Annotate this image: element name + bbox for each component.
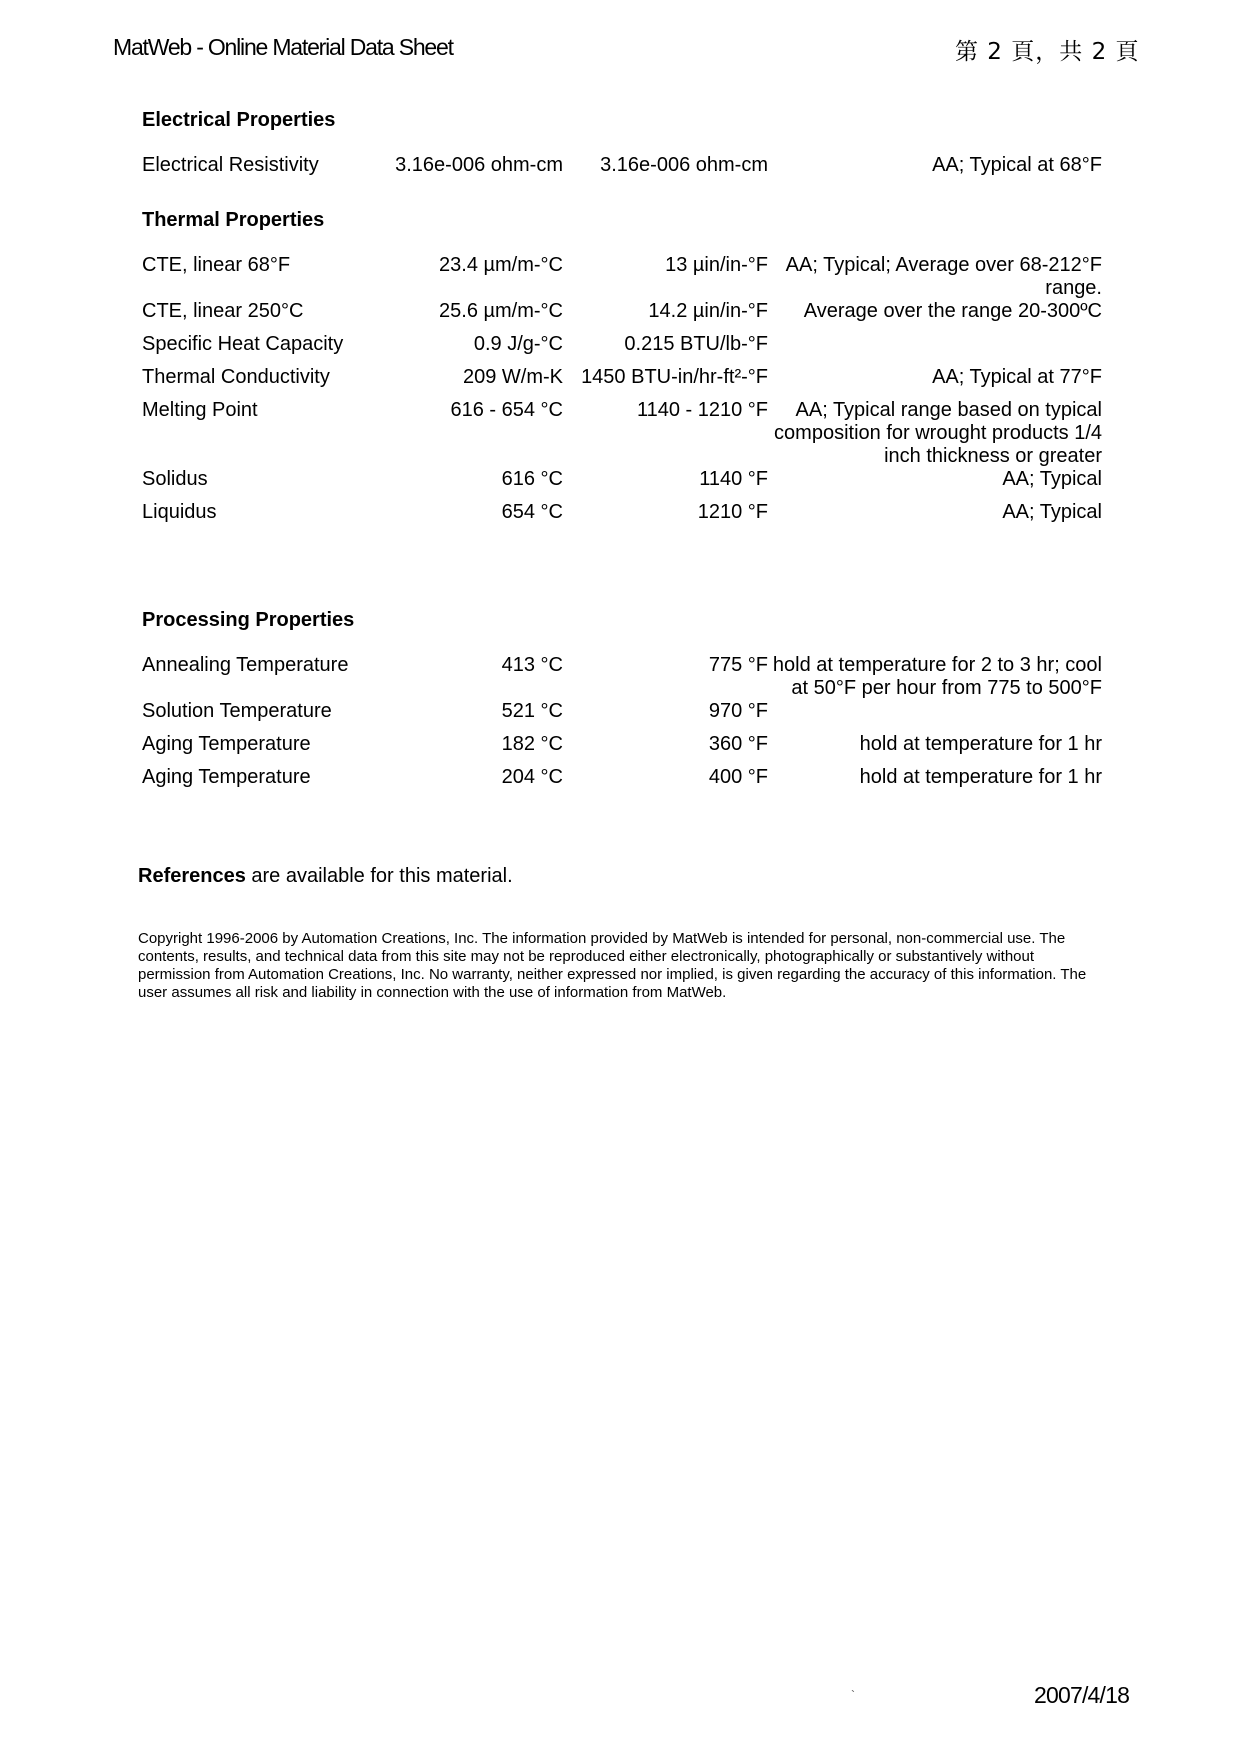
table-row: [142, 468, 1102, 501]
table-row: [142, 700, 1102, 733]
english-value: 400 °F: [708, 766, 768, 788]
metric-value: 204 °C: [501, 766, 563, 788]
metric-value: 413 °C: [501, 654, 563, 676]
property-name[interactable]: CTE, linear 68°F: [142, 254, 291, 276]
property-comment: AA; Typical: [1002, 501, 1102, 523]
references-text: are available for this material.: [245, 865, 513, 887]
property-comment: hold at temperature for 2 to 3 hr; cool at 50°F per hour from 775 to 500°F: [772, 654, 1102, 699]
metric-value: 209 W/m-K: [462, 366, 563, 388]
property-comment: [768, 333, 1102, 366]
property-comment: AA; Typical at 68°F: [932, 154, 1102, 176]
section-title: Electrical Properties: [142, 109, 336, 131]
property-name[interactable]: Aging Temperature: [142, 766, 311, 788]
property-name[interactable]: Annealing Temperature: [142, 654, 349, 676]
footer-date: 2007/4/18: [1034, 1682, 1130, 1708]
property-name[interactable]: Liquidus: [142, 501, 217, 523]
property-section: [142, 208, 1102, 534]
metric-value: 23.4 µm/m-°C: [439, 254, 563, 276]
property-comment: AA; Typical: [1002, 468, 1102, 490]
property-name[interactable]: Electrical Resistivity: [142, 154, 319, 176]
page-header-title: MatWeb - Online Material Data Sheet: [113, 34, 453, 60]
property-name[interactable]: Melting Point: [142, 399, 258, 421]
property-name[interactable]: Solidus: [142, 468, 208, 490]
property-section: [142, 108, 1102, 187]
footer-mark: `: [851, 1688, 855, 1702]
property-table: [142, 654, 1102, 799]
page-indicator: 第 2 頁，共 2 頁: [955, 39, 1140, 65]
table-row: [142, 654, 1102, 700]
english-value: 1140 - 1210 °F: [636, 399, 768, 421]
english-value: 1450 BTU-in/hr-ft²-°F: [581, 366, 768, 388]
property-comment: [768, 700, 1102, 733]
property-name[interactable]: Specific Heat Capacity: [142, 333, 344, 355]
metric-value: 3.16e-006 ohm-cm: [395, 154, 563, 176]
english-value: 0.215 BTU/lb-°F: [624, 333, 768, 355]
section-title: Thermal Properties: [142, 209, 325, 231]
table-row: [142, 399, 1102, 468]
metric-value: 521 °C: [501, 700, 563, 722]
property-comment: AA; Typical; Average over 68-212°F range.: [785, 254, 1102, 299]
english-value: 970 °F: [708, 700, 768, 722]
table-row: [142, 766, 1102, 799]
property-table: [142, 154, 1102, 187]
property-comment: hold at temperature for 1 hr: [859, 766, 1102, 788]
property-name[interactable]: Thermal Conductivity: [142, 366, 330, 388]
property-name[interactable]: Solution Temperature: [142, 700, 332, 722]
table-row: [142, 300, 1102, 333]
property-comment: AA; Typical at 77°F: [932, 366, 1102, 388]
property-section: [142, 608, 1102, 799]
references-line: [138, 865, 513, 888]
copyright-notice: Copyright 1996-2006 by Automation Creations, Inc. The information provided by MatWeb is intended for personal, non-commercial use. The contents, results, and technical data from this site may not be reproduced either electronically, photographically or substantively without permission from Automation Creations, Inc. No warranty, neither expressed nor implied, is given regarding the accuracy of this information. The user assumes all risk and liability in connection with the use of information from MatWeb.: [138, 930, 1087, 1001]
english-value: 360 °F: [708, 733, 768, 755]
metric-value: 616 °C: [501, 468, 563, 490]
metric-value: 182 °C: [501, 733, 563, 755]
references-link[interactable]: References: [138, 865, 246, 887]
table-row: [142, 366, 1102, 399]
english-value: 3.16e-006 ohm-cm: [600, 154, 768, 176]
metric-value: 616 - 654 °C: [450, 399, 563, 421]
table-row: [142, 333, 1102, 366]
property-table: [142, 254, 1102, 534]
section-title: Processing Properties: [142, 609, 355, 631]
property-comment: AA; Typical range based on typical composition for wrought products 1/4 inch thickness or greater: [774, 399, 1102, 467]
english-value: 775 °F: [708, 654, 768, 676]
property-comment: Average over the range 20-300ºC: [803, 300, 1102, 322]
metric-value: 654 °C: [501, 501, 563, 523]
english-value: 14.2 µin/in-°F: [648, 300, 768, 322]
english-value: 13 µin/in-°F: [665, 254, 768, 276]
property-name[interactable]: CTE, linear 250°C: [142, 300, 304, 322]
property-comment: hold at temperature for 1 hr: [859, 733, 1102, 755]
table-row: [142, 733, 1102, 766]
property-name[interactable]: Aging Temperature: [142, 733, 311, 755]
metric-value: 25.6 µm/m-°C: [439, 300, 563, 322]
english-value: 1140 °F: [699, 468, 768, 490]
metric-value: 0.9 J/g-°C: [473, 333, 563, 355]
table-row: [142, 254, 1102, 300]
table-row: [142, 154, 1102, 187]
table-row: [142, 501, 1102, 534]
english-value: 1210 °F: [697, 501, 768, 523]
